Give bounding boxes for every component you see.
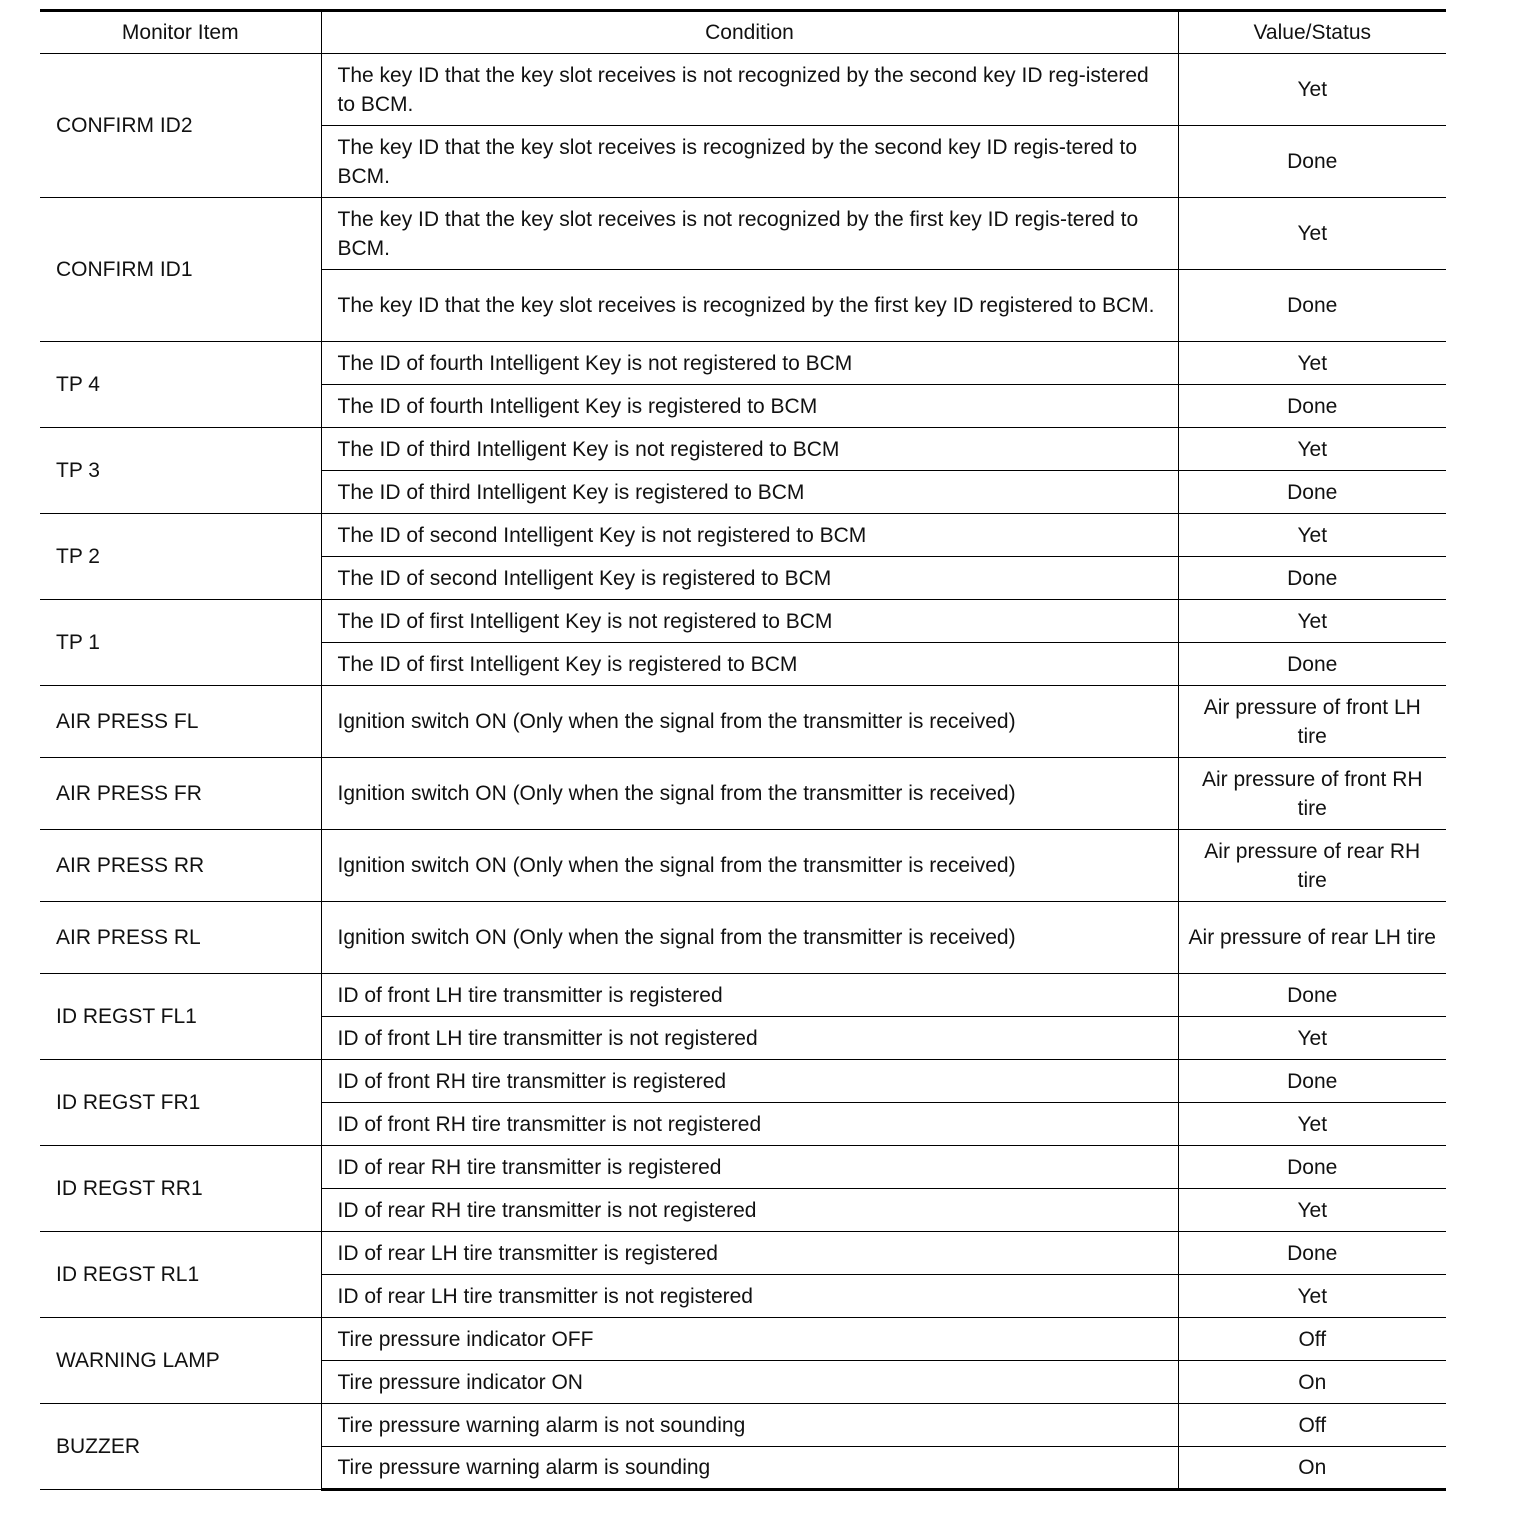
table-row [40,758,1446,830]
monitor-item-cell: CONFIRM ID1 [40,198,321,342]
monitor-item-cell: TP 4 [40,342,321,428]
value-cell: Yet [1178,342,1446,385]
condition-cell: Ignition switch ON (Only when the signal from the transmitter is received) [321,758,1178,830]
value-cell: Air pressure of rear LH tire [1178,902,1446,974]
table-row [40,428,1446,471]
condition-cell: The ID of first Intelligent Key is registered to BCM [321,643,1178,686]
monitor-item-cell: BUZZER [40,1404,321,1490]
header-value-status: Value/Status [1178,11,1446,54]
monitor-table-container [40,9,1446,1491]
monitor-item-cell: CONFIRM ID2 [40,54,321,198]
value-cell: Yet [1178,198,1446,270]
monitor-table [40,9,1446,1491]
value-cell: Yet [1178,54,1446,126]
condition-cell: Tire pressure warning alarm is not sounding [321,1404,1178,1447]
table-row [40,1232,1446,1275]
condition-cell: Ignition switch ON (Only when the signal from the transmitter is received) [321,830,1178,902]
value-cell: Yet [1178,600,1446,643]
condition-cell: The key ID that the key slot receives is not recognized by the first key ID regis-tered to BCM. [321,198,1178,270]
condition-cell: The ID of second Intelligent Key is not registered to BCM [321,514,1178,557]
monitor-item-cell: TP 1 [40,600,321,686]
table-row [40,54,1446,126]
monitor-item-cell: TP 2 [40,514,321,600]
condition-cell: The ID of fourth Intelligent Key is registered to BCM [321,385,1178,428]
monitor-item-cell: WARNING LAMP [40,1318,321,1404]
monitor-item-cell: AIR PRESS FL [40,686,321,758]
condition-cell: ID of rear LH tire transmitter is not registered [321,1275,1178,1318]
value-cell: Off [1178,1404,1446,1447]
condition-cell: ID of rear RH tire transmitter is registered [321,1146,1178,1189]
condition-cell: The ID of second Intelligent Key is registered to BCM [321,557,1178,600]
header-condition: Condition [321,11,1178,54]
condition-cell: ID of rear RH tire transmitter is not registered [321,1189,1178,1232]
value-cell: Done [1178,1232,1446,1275]
monitor-item-cell: TP 3 [40,428,321,514]
table-row [40,600,1446,643]
value-cell: Air pressure of front RH tire [1178,758,1446,830]
value-cell: On [1178,1361,1446,1404]
value-cell: Air pressure of front LH tire [1178,686,1446,758]
table-header-row [40,11,1446,54]
table-row [40,686,1446,758]
monitor-item-cell: ID REGST FR1 [40,1060,321,1146]
value-cell: Yet [1178,1017,1446,1060]
condition-cell: ID of rear LH tire transmitter is registered [321,1232,1178,1275]
condition-cell: Ignition switch ON (Only when the signal from the transmitter is received) [321,902,1178,974]
value-cell: Yet [1178,428,1446,471]
monitor-item-cell: AIR PRESS RL [40,902,321,974]
value-cell: Done [1178,643,1446,686]
value-cell: Done [1178,557,1446,600]
condition-cell: ID of front LH tire transmitter is registered [321,974,1178,1017]
monitor-item-cell: AIR PRESS RR [40,830,321,902]
condition-cell: The key ID that the key slot receives is recognized by the first key ID registered to BCM. [321,270,1178,342]
value-cell: Done [1178,270,1446,342]
condition-cell: ID of front RH tire transmitter is not registered [321,1103,1178,1146]
condition-cell: Ignition switch ON (Only when the signal from the transmitter is received) [321,686,1178,758]
condition-cell: The ID of third Intelligent Key is registered to BCM [321,471,1178,514]
value-cell: On [1178,1447,1446,1490]
table-row [40,198,1446,270]
condition-cell: Tire pressure indicator ON [321,1361,1178,1404]
value-cell: Done [1178,1146,1446,1189]
header-monitor-item: Monitor Item [40,11,321,54]
value-cell: Done [1178,1060,1446,1103]
value-cell: Yet [1178,514,1446,557]
value-cell: Done [1178,385,1446,428]
table-row [40,1404,1446,1447]
table-row [40,1318,1446,1361]
value-cell: Off [1178,1318,1446,1361]
table-row [40,830,1446,902]
condition-cell: The ID of first Intelligent Key is not registered to BCM [321,600,1178,643]
condition-cell: The ID of third Intelligent Key is not registered to BCM [321,428,1178,471]
value-cell: Yet [1178,1189,1446,1232]
monitor-item-cell: ID REGST RL1 [40,1232,321,1318]
table-row [40,514,1446,557]
condition-cell: ID of front LH tire transmitter is not registered [321,1017,1178,1060]
condition-cell: The key ID that the key slot receives is recognized by the second key ID regis-tered to BCM. [321,126,1178,198]
value-cell: Done [1178,126,1446,198]
condition-cell: The key ID that the key slot receives is not recognized by the second key ID reg-istered to BCM. [321,54,1178,126]
value-cell: Done [1178,974,1446,1017]
monitor-item-cell: AIR PRESS FR [40,758,321,830]
monitor-item-cell: ID REGST RR1 [40,1146,321,1232]
condition-cell: Tire pressure warning alarm is sounding [321,1447,1178,1490]
table-row [40,1146,1446,1189]
value-cell: Yet [1178,1103,1446,1146]
monitor-item-cell: ID REGST FL1 [40,974,321,1060]
table-row [40,1060,1446,1103]
table-row [40,902,1446,974]
condition-cell: ID of front RH tire transmitter is registered [321,1060,1178,1103]
table-row [40,342,1446,385]
value-cell: Done [1178,471,1446,514]
value-cell: Air pressure of rear RH tire [1178,830,1446,902]
condition-cell: The ID of fourth Intelligent Key is not registered to BCM [321,342,1178,385]
table-row [40,974,1446,1017]
condition-cell: Tire pressure indicator OFF [321,1318,1178,1361]
value-cell: Yet [1178,1275,1446,1318]
